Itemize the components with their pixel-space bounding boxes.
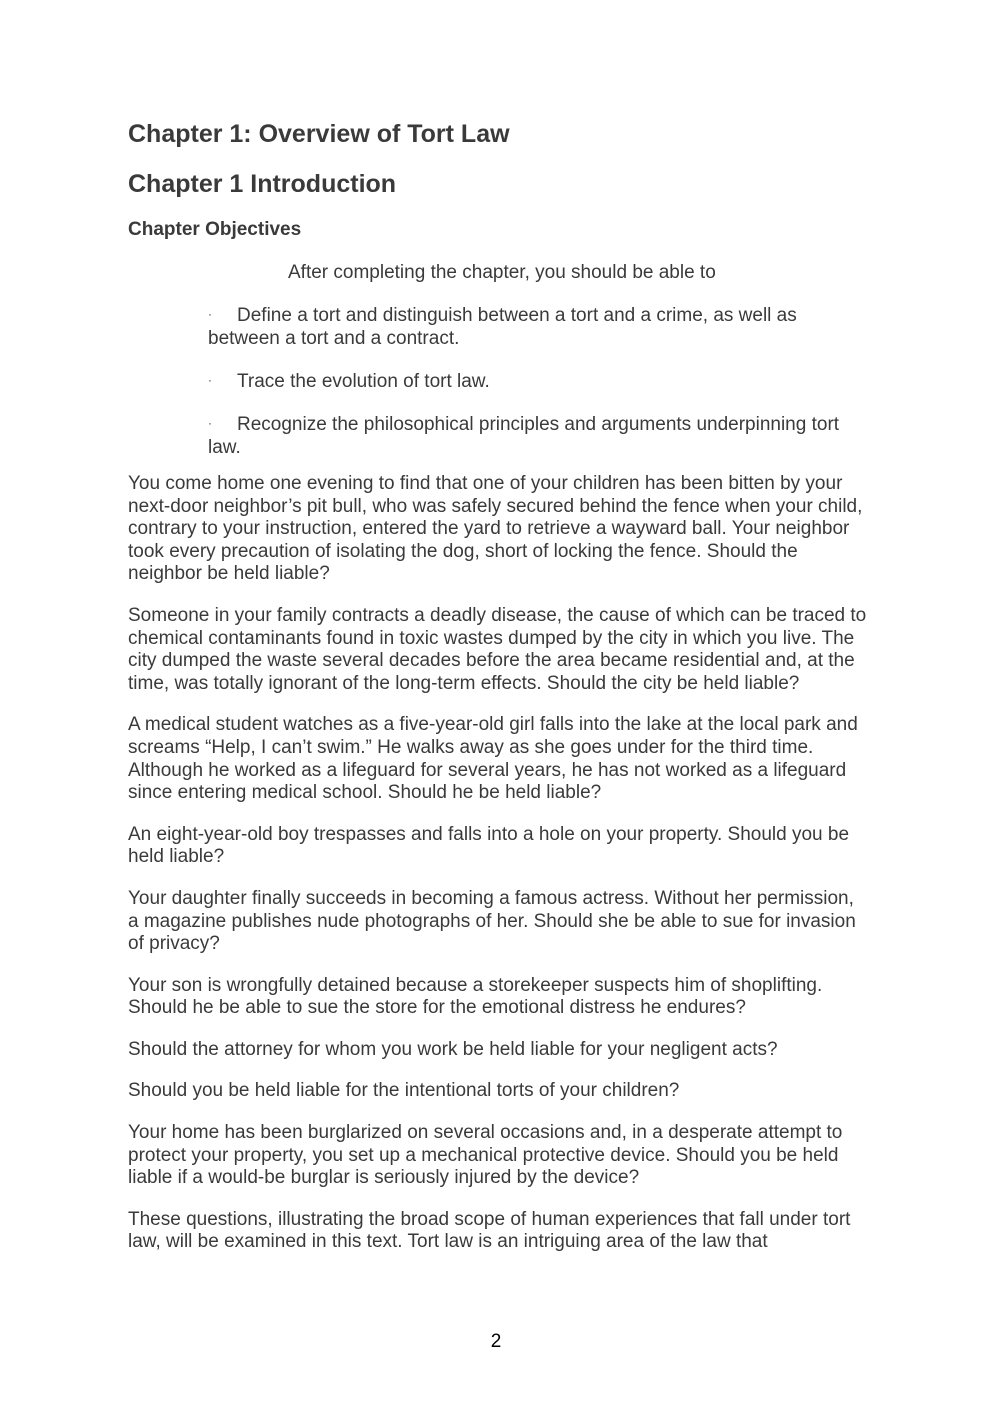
intro-heading: Chapter 1 Introduction xyxy=(128,170,397,198)
bullet-icon: · xyxy=(208,373,212,387)
body-paragraph: Should you be held liable for the intentional torts of your children? xyxy=(128,1080,680,1102)
objective-item xyxy=(208,412,868,459)
body-paragraph: An eight-year-old boy trespasses and falls into a hole on your property. Should you be held liable? xyxy=(128,823,850,868)
objectives-lead: After completing the chapter, you should be able to xyxy=(288,262,716,283)
document-page xyxy=(128,117,868,1273)
body-paragraph: A medical student watches as a five-year-old girl falls into the lake at the local park and screams “Help, I can’t swim.” He walks away as she goes under for the third time. Although he worked as a lifeguard for several years, he has not worked as a lifeguard since entering medical school. Should he be held liable? xyxy=(128,714,858,804)
objectives-list xyxy=(128,303,868,459)
body-paragraph: You come home one evening to find that one of your children has been bitten by your next-door neighbor’s pit bull, who was safely secured behind the fence when your child, contrary to your instruction, entered the yard to retrieve a wayward ball. Your neighbor took every precaution of isolating the dog, short of locking the fence. Should the neighbor be held liable? xyxy=(128,473,863,585)
body-paragraph: Your son is wrongfully detained because a storekeeper suspects him of shoplifting. Should he be able to sue the store for the emotional distress he endures? xyxy=(128,974,823,1019)
objective-item xyxy=(208,303,868,350)
page-number: 2 xyxy=(490,1331,502,1352)
bullet-icon: · xyxy=(208,307,212,321)
body-paragraph: These questions, illustrating the broad scope of human experiences that fall under tort law, will be examined in this text. Tort law is an intriguing area of the law that xyxy=(128,1208,851,1253)
objective-text: Trace the evolution of tort law. xyxy=(237,371,490,392)
body-paragraph: Should the attorney for whom you work be held liable for your negligent acts? xyxy=(128,1038,778,1060)
objective-item xyxy=(208,369,868,393)
body-paragraph: Someone in your family contracts a deadly disease, the cause of which can be traced to chemical contaminants found in toxic wastes dumped by the city in which you live. The city dumped the waste several decades before the area became residential and, at the time, was totally ignorant of the long-term effects. Should the city be held liable? xyxy=(128,604,867,694)
body-paragraph: Your home has been burglarized on several occasions and, in a desperate attempt to protect your property, you set up a mechanical protective device. Should you be held liable if a would-be burglar is seriously injured by the device? xyxy=(128,1122,843,1189)
bullet-icon: · xyxy=(208,416,212,430)
objective-text: Recognize the philosophical principles and arguments underpinning tort law. xyxy=(208,414,840,458)
objectives-heading: Chapter Objectives xyxy=(128,219,302,240)
body-paragraph: Your daughter finally succeeds in becoming a famous actress. Without her permission, a magazine publishes nude photographs of her. Should she be able to sue for invasion of privacy? xyxy=(128,887,856,955)
objective-text: Define a tort and distinguish between a tort and a crime, as well as between a tort and a contract. xyxy=(208,305,797,349)
chapter-title: Chapter 1: Overview of Tort Law xyxy=(128,120,510,148)
